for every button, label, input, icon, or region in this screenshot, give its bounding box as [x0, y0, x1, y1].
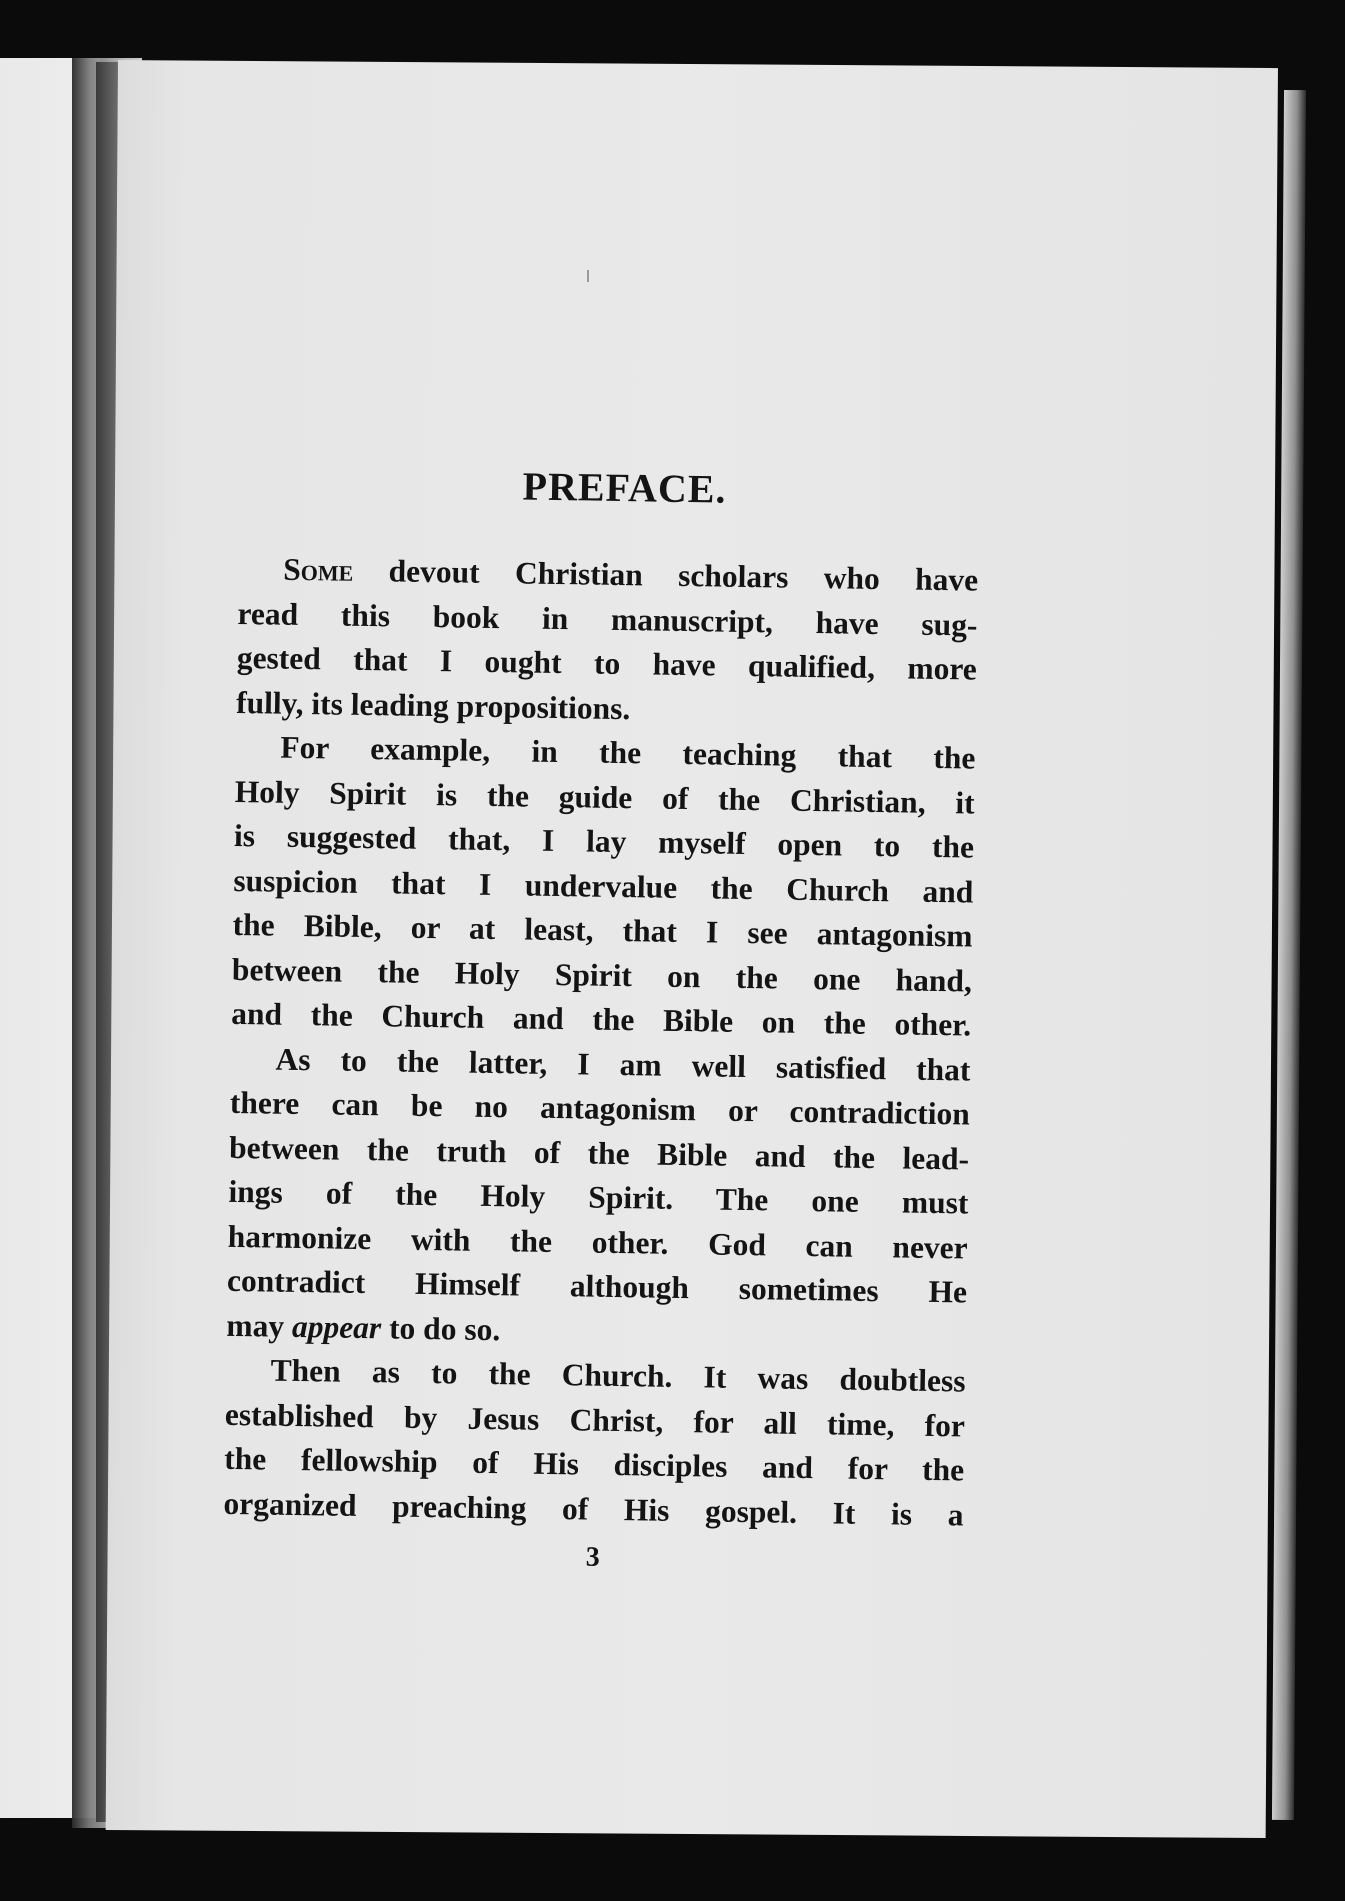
page-edge-shadow: [1272, 90, 1306, 1820]
paragraph-2: [231, 725, 976, 1048]
text-line: For example, in the teaching that the: [280, 729, 976, 776]
paper-speck: [587, 270, 589, 282]
text-line: ings of the Holy Spirit. The one must: [228, 1173, 969, 1221]
text-line: gested that I ought to have qualified, more: [236, 639, 978, 687]
text-line: harmonize with the other. God can never: [227, 1218, 968, 1266]
text-line: Holy Spirit is the guide of the Christian, it: [234, 773, 975, 821]
text-line: there can be no antagonism or contradiction: [229, 1084, 971, 1132]
page-title: PREFACE.: [522, 463, 727, 512]
text-line: is suggested that, I lay myself open to the: [233, 817, 975, 865]
text-line: the fellowship of His disciples and for the: [224, 1440, 965, 1488]
text-line: As to the latter, I am well satisfied that: [275, 1041, 971, 1088]
text-line: Then as to the Church. It was doubtless: [270, 1352, 966, 1399]
text-line: fully, its leading propositions.: [235, 684, 631, 726]
text-line: the Bible, or at least, that I see antagonism: [232, 906, 973, 954]
emphasis: appear: [291, 1308, 382, 1345]
text-line: between the Holy Spirit on the one hand,: [231, 951, 973, 999]
text-line: contradict Himself although sometimes He: [226, 1262, 968, 1310]
text-line: between the truth of the Bible and the lead-: [228, 1129, 970, 1177]
page-number: 3: [585, 1541, 601, 1573]
text-line: may appear to do so.: [226, 1307, 501, 1347]
text-line: established by Jesus Christ, for all time, for: [224, 1396, 966, 1444]
text-line: Some devout Christian scholars who have: [282, 551, 979, 598]
paragraph-1: [236, 547, 979, 737]
text-line: organized preaching of His gospel. It is a: [223, 1485, 964, 1532]
paragraph-4: [223, 1348, 966, 1538]
lead-word: Some: [282, 551, 354, 588]
text-line: read this book in manuscript, have sug-: [237, 595, 978, 643]
paragraph-3: [226, 1036, 971, 1359]
text-line: suspicion that I undervalue the Church and: [233, 862, 974, 910]
text-line: and the Church and the Bible on the other.: [230, 995, 972, 1043]
page-text: [223, 458, 980, 1579]
